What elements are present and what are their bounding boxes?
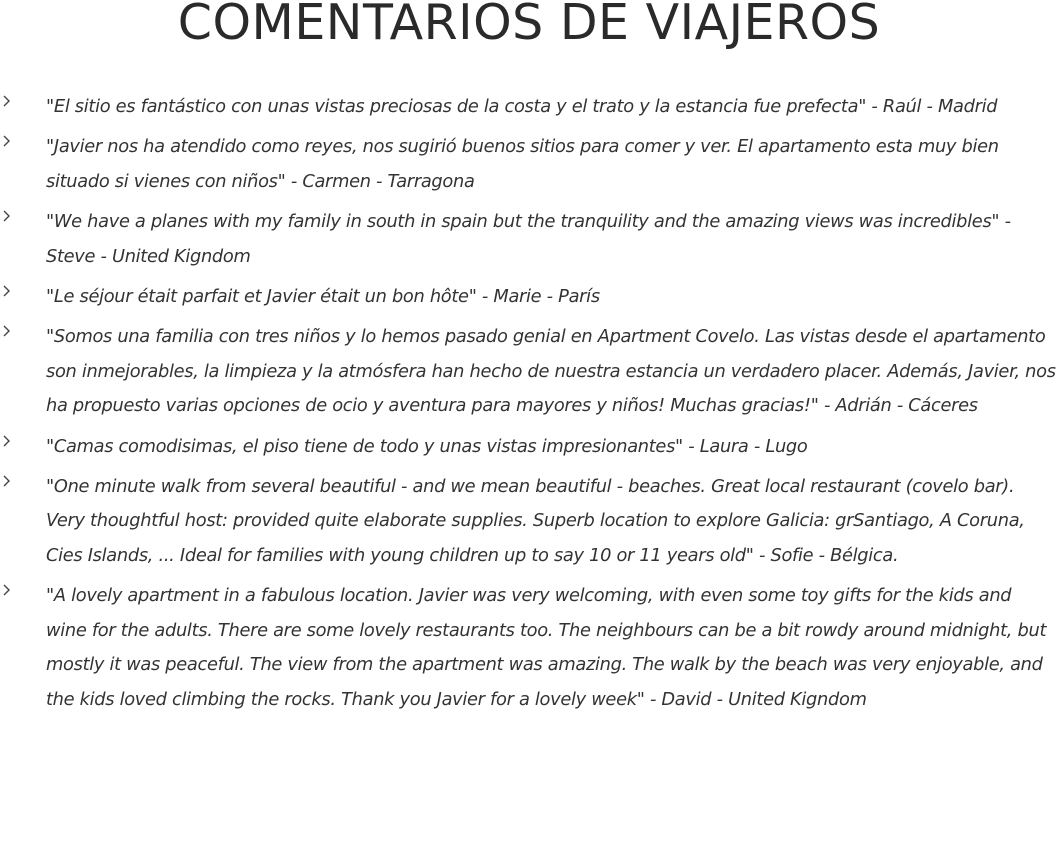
review-item [0,90,1058,124]
review-item [0,470,1058,573]
chevron-right-icon [0,473,14,489]
review-text: "We have a planes with my family in south in spain but the tranquility and the amazing views was incredibles" - Steve - United Kigndom [46,211,1011,267]
review-text: "One minute walk from several beautiful - and we mean beautiful - beaches. Great local restaurant (covelo bar). Very thoughtful host: provided quite elaborate supplies. Superb location to explore Galicia: grSantiago, A Coruna, Cies Islands, ... Ideal for families with young children up to say 10 or 11 years old" - Sofie - Bélgica. [46,476,1025,566]
chevron-right-icon [0,93,14,109]
review-item [0,430,1058,464]
review-item [0,130,1058,199]
chevron-right-icon [0,323,14,339]
review-text: "Somos una familia con tres niños y lo hemos pasado genial en Apartment Covelo. Las vistas desde el apartamento son inmejorables, la limpieza y la atmósfera han hecho de nuestra estancia un verdadero placer. Además, Javier, nos ha propuesto varias opciones de ocio y aventura para mayores y niños! Muchas gracias!" - Adrián - Cáceres [46,326,1056,417]
chevron-right-icon [0,133,14,149]
chevron-right-icon [0,582,14,598]
page-title: COMENTARIOS DE VIAJEROS [177,0,881,51]
review-item [0,320,1058,423]
review-text: "A lovely apartment in a fabulous location. Javier was very welcoming, with even some toy gifts for the kids and wine for the adults. There are some lovely restaurants too. The neighbours can be a bit rowdy around midnight, but mostly it was peaceful. The view from the apartment was amazing. The walk by the beach was very enjoyable, and the kids loved climbing the rocks. Thank you Javier for a lovely week" - David - United Kigndom [46,585,1047,710]
chevron-right-icon [0,433,14,449]
chevron-right-icon [0,283,14,299]
review-item [0,280,1058,314]
chevron-right-icon [0,208,14,224]
review-text: "Javier nos ha atendido como reyes, nos sugirió buenos sitios para comer y ver. El apartamento esta muy bien situado si vienes con niños" - Carmen - Tarragona [46,136,999,192]
review-item [0,579,1058,717]
review-text: "El sitio es fantástico con unas vistas preciosas de la costa y el trato y la estancia fue prefecta" - Raúl - Madrid [46,96,998,117]
review-item [0,205,1058,274]
review-text: "Le séjour était parfait et Javier était un bon hôte" - Marie - París [46,286,600,308]
review-text: "Camas comodisimas, el piso tiene de todo y unas vistas impresionantes" - Laura - Lugo [46,435,808,457]
reviews-list [0,90,1058,723]
